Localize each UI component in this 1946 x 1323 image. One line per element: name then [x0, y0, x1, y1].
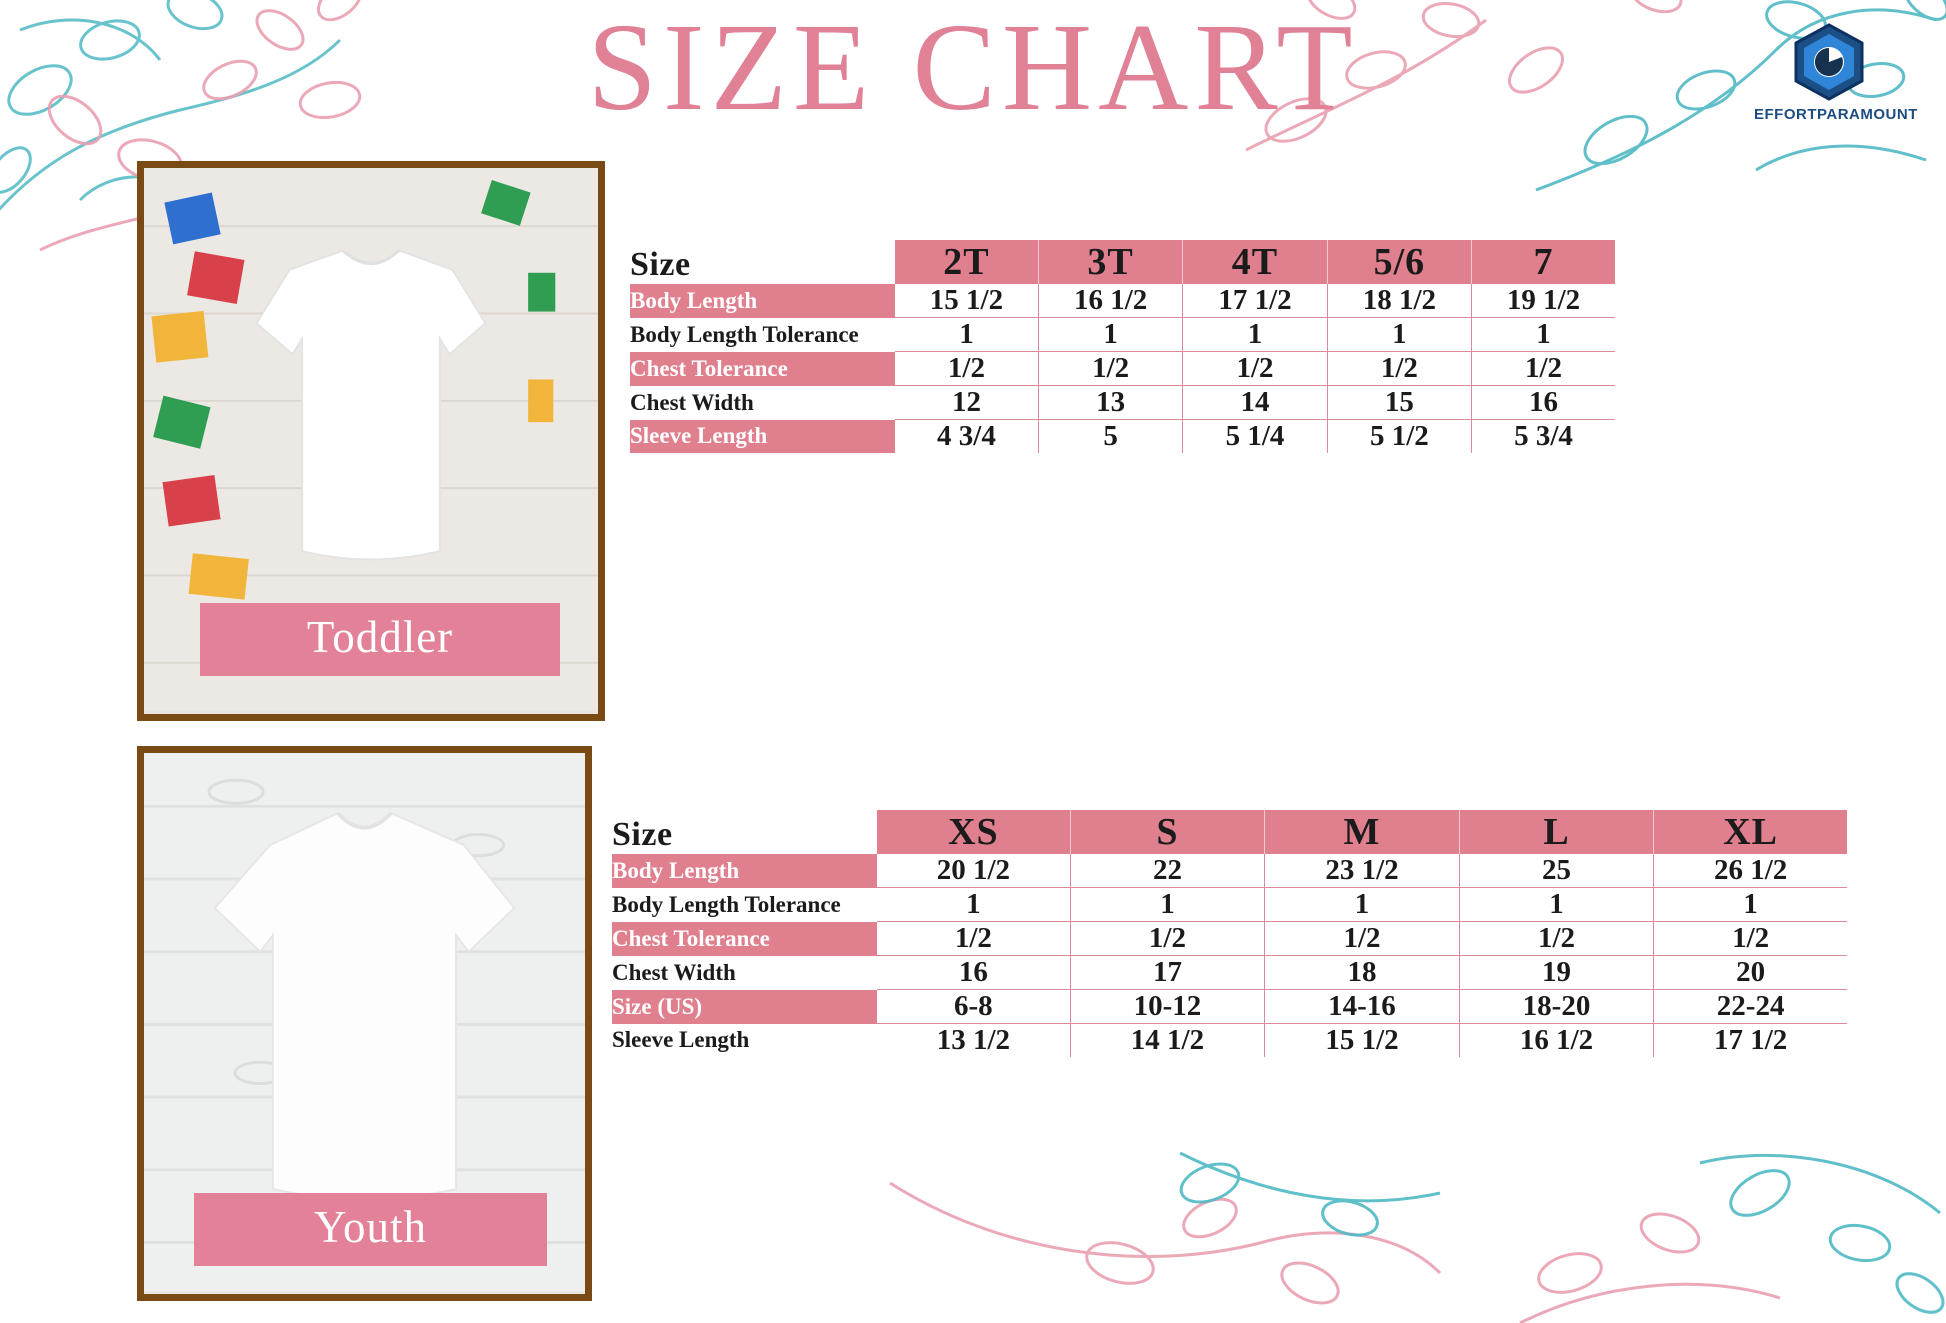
table-cell: 16 [877, 956, 1070, 990]
size-header-cell: 3T [1038, 240, 1182, 284]
table-cell: 18 [1265, 956, 1460, 990]
table-cell: 22 [1070, 854, 1265, 888]
hexagon-camera-icon [1792, 22, 1866, 102]
toddler-size-table [630, 240, 1615, 453]
table-cell: 19 [1459, 956, 1654, 990]
table-cell: 1/2 [1265, 922, 1460, 956]
page-title: SIZE CHART [587, 0, 1359, 137]
table-header-row [612, 810, 1847, 854]
size-header-label: Size [630, 246, 691, 283]
table-cell: 14-16 [1265, 990, 1460, 1024]
table-cell: 23 1/2 [1265, 854, 1460, 888]
size-header-cell: XS [877, 810, 1070, 854]
size-header-cell: 4T [1183, 240, 1327, 284]
table-cell: 20 [1654, 956, 1847, 990]
table-cell: 17 [1070, 956, 1265, 990]
row-label: Sleeve Length [612, 1027, 750, 1053]
table-cell: 1/2 [1183, 352, 1327, 386]
size-header-cell: L [1459, 810, 1654, 854]
youth-caption: Youth [194, 1193, 547, 1266]
table-cell: 6-8 [877, 990, 1070, 1024]
brand-name: EFFORTPARAMOUNT [1754, 106, 1918, 123]
row-label: Body Length [612, 854, 877, 888]
row-label: Body Length Tolerance [612, 891, 841, 917]
table-row [612, 1024, 1847, 1058]
size-header-label: Size [612, 816, 673, 853]
table-row [630, 352, 1615, 386]
table-cell: 1/2 [877, 922, 1070, 956]
table-cell: 1/2 [1654, 922, 1847, 956]
table-cell: 18-20 [1459, 990, 1654, 1024]
table-cell: 14 1/2 [1070, 1024, 1265, 1058]
table-cell: 1 [1459, 888, 1654, 922]
youth-size-table [612, 810, 1847, 1057]
size-header-cell: S [1070, 810, 1265, 854]
row-label: Chest Tolerance [612, 922, 877, 956]
table-cell: 1/2 [895, 352, 1038, 386]
size-header-cell: 5/6 [1327, 240, 1471, 284]
table-cell: 15 1/2 [1265, 1024, 1460, 1058]
table-cell: 13 [1038, 386, 1182, 420]
table-cell: 19 1/2 [1472, 284, 1615, 318]
table-cell: 12 [895, 386, 1038, 420]
table-cell: 13 1/2 [877, 1024, 1070, 1058]
table-row [630, 284, 1615, 318]
size-header-cell: 2T [895, 240, 1038, 284]
table-cell: 1 [1265, 888, 1460, 922]
table-row [630, 318, 1615, 352]
table-cell: 15 1/2 [895, 284, 1038, 318]
table-row [612, 854, 1847, 888]
table-cell: 4 3/4 [895, 420, 1038, 454]
youth-photo-card [137, 746, 592, 1301]
table-cell: 16 [1472, 386, 1615, 420]
table-cell: 1/2 [1327, 352, 1471, 386]
size-header-cell: M [1265, 810, 1460, 854]
table-row [612, 990, 1847, 1024]
row-label: Body Length Tolerance [630, 321, 859, 347]
table-cell: 1 [895, 318, 1038, 352]
row-label: Chest Tolerance [630, 352, 895, 386]
table-cell: 14 [1183, 386, 1327, 420]
table-cell: 10-12 [1070, 990, 1265, 1024]
table-row [612, 956, 1847, 990]
row-label: Chest Width [612, 959, 736, 985]
youth-size-table-block [612, 810, 1847, 1057]
table-cell: 1/2 [1038, 352, 1182, 386]
row-label: Sleeve Length [630, 420, 895, 454]
table-cell: 1 [1038, 318, 1182, 352]
table-cell: 5 1/4 [1183, 420, 1327, 454]
size-header-cell: XL [1654, 810, 1847, 854]
table-cell: 17 1/2 [1713, 1024, 1788, 1056]
table-cell: 17 1/2 [1183, 284, 1327, 318]
table-cell: 1/2 [1070, 922, 1265, 956]
table-cell: 1 [1472, 318, 1615, 352]
table-cell: 15 [1327, 386, 1471, 420]
table-cell: 20 1/2 [877, 854, 1070, 888]
table-row [630, 386, 1615, 420]
table-row [612, 922, 1847, 956]
table-cell: 1 [1654, 888, 1847, 922]
table-row [612, 888, 1847, 922]
table-cell: 22-24 [1654, 990, 1847, 1024]
toddler-photo-card [137, 161, 605, 721]
toddler-caption: Toddler [200, 603, 560, 676]
table-cell: 26 1/2 [1654, 854, 1847, 888]
table-cell: 1 [1070, 888, 1265, 922]
table-cell: 1 [1327, 318, 1471, 352]
table-cell: 1 [1183, 318, 1327, 352]
table-cell: 1/2 [1472, 352, 1615, 386]
table-cell: 1/2 [1459, 922, 1654, 956]
table-cell: 5 1/2 [1327, 420, 1471, 454]
row-label: Chest Width [630, 389, 754, 415]
row-label: Size (US) [612, 990, 877, 1024]
row-label: Body Length [630, 284, 895, 318]
size-header-cell: 7 [1472, 240, 1615, 284]
table-cell: 18 1/2 [1327, 284, 1471, 318]
table-cell: 25 [1459, 854, 1654, 888]
table-header-row [630, 240, 1615, 284]
toddler-size-table-block [630, 240, 1615, 453]
table-row [630, 420, 1615, 454]
table-cell: 16 1/2 [1038, 284, 1182, 318]
table-cell: 5 3/4 [1514, 420, 1573, 452]
table-cell: 16 1/2 [1459, 1024, 1654, 1058]
brand-logo [1754, 22, 1918, 123]
table-cell: 5 [1038, 420, 1182, 454]
table-cell: 1 [877, 888, 1070, 922]
foliage-decoration-bottom [880, 1123, 1946, 1323]
